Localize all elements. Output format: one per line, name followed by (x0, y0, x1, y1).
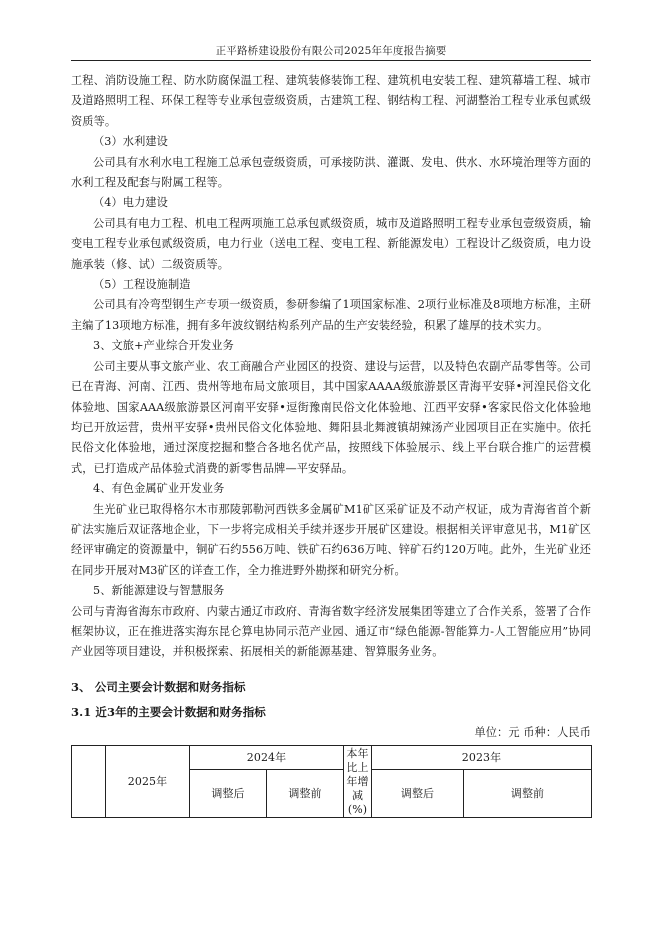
paragraph-power-construction: 公司具有电力工程、机电工程两项施工总承包贰级资质，城市及道路照明工程专业承包壹级资质，输变电工程专业承包贰级资质，电力行业（送电工程、变电工程、新能源发电）工程设计乙级资质，电力设施承装（修、试）二级资质等。 (71, 216, 591, 271)
financial-data-table (71, 745, 592, 818)
table-header-2023: 2023年 (372, 746, 592, 770)
table-header-yoy-change: 本年比上年增减(%) (344, 746, 372, 818)
paragraph-facility-manufacturing: 公司具有冷弯型钢生产专项一级资质，参研参编了1项国家标准、2项行业标准及8项地方标准，主研主编了13项地方标准，拥有多年波纹钢结构系列产品的生产安装经验，积累了雄厚的技术实力。 (71, 298, 591, 332)
table-header-2023-adjusted-before: 调整前 (464, 770, 592, 818)
header-divider (71, 60, 591, 61)
document-body (71, 71, 591, 818)
table-header-2024-adjusted-after: 调整后 (190, 770, 267, 818)
report-header: 正平路桥建设股份有限公司2025年年度报告摘要 (215, 45, 447, 57)
heading-mining: 4、有色金属矿业开发业务 (93, 482, 225, 496)
heading-power-construction: （4）电力建设 (93, 196, 168, 210)
paragraph-new-energy: 公司与青海省海东市政府、内蒙古通辽市政府、青海省数字经济发展集团等建立了合作关系，签署了合作框架协议，正在推进落实海东昆仑算电协同示范产业园、通辽市“绿色能源-智能算力-人工智能应用”协同产业园等项目建设，并积极探索、拓展相关的新能源基建、智算服务业务。 (71, 604, 591, 659)
paragraph-building-qualifications: 工程、消防设施工程、防水防腐保温工程、建筑装修装饰工程、建筑机电安装工程、建筑幕墙工程、城市及道路照明工程、环保工程等专业承包壹级资质，古建筑工程、钢结构工程、河湖整治工程专业承包贰级资质等。 (71, 74, 591, 128)
paragraph-culture-tourism: 公司主要从事文旅产业、农工商融合产业园区的投资、建设与运营，以及特色农副产品零售等。公司已在青海、河南、江西、贵州等地布局文旅项目，其中国家AAAA级旅游景区青海平安驿•河湟民俗文化体验地、国家AAA级旅游景区河南平安驿•逗街豫南民俗文化体验地、江西平安驿•客家民俗文化体验地均已开放运营，贵州平安驿•贵州民俗文化体验地、舞阳县北舞渡镇胡辣汤产业园项目正在实施中。依托民俗文化体验地，通过深度挖掘和整合各地名优产品，按照线下体验展示、线上平台联合推广的运营模式，已打造成产品体验式消费的新零售品牌—平安驿品。 (71, 359, 591, 475)
table-header-2024: 2024年 (190, 746, 344, 770)
table-header-2025: 2025年 (106, 746, 190, 818)
heading-new-energy: 5、新能源建设与智慧服务 (93, 584, 225, 598)
table-header-blank (72, 746, 106, 818)
heading-culture-tourism: 3、文旅+产业综合开发业务 (93, 339, 234, 353)
subsection-title-three-years: 3.1 近3年的主要会计数据和财务指标 (71, 705, 266, 720)
heading-water-conservancy: （3）水利建设 (93, 135, 168, 149)
paragraph-water-conservancy: 公司具有水利水电工程施工总承包壹级资质，可承接防洪、灌溉、发电、供水、水环境治理等方面的水利工程及配套与附属工程等。 (71, 155, 591, 190)
paragraph-mining: 生光矿业已取得格尔木市那陵郭勒河西铁多金属矿M1矿区采矿证及不动产权证，成为青海省首个新矿法实施后双证落地企业，下一步将完成相关手续并逐步开展矿区建设。根据相关评审意见书，M1矿区经评审确定的资源量中，铜矿石约556万吨、铁矿石约636万吨、锌矿石约120万吨。此外，生光矿业还在同步开展对M3矿区的详查工作，全力推进野外勘探和研究分析。 (71, 502, 591, 577)
section-title-financial-data: 3、 公司主要会计数据和财务指标 (71, 679, 246, 694)
table-header-2023-adjusted-after: 调整后 (372, 770, 464, 818)
unit-currency-note: 单位：元 币种：人民币 (474, 725, 591, 739)
heading-facility-manufacturing: （5）工程设施制造 (93, 278, 191, 292)
table-header-2024-adjusted-before: 调整前 (267, 770, 344, 818)
